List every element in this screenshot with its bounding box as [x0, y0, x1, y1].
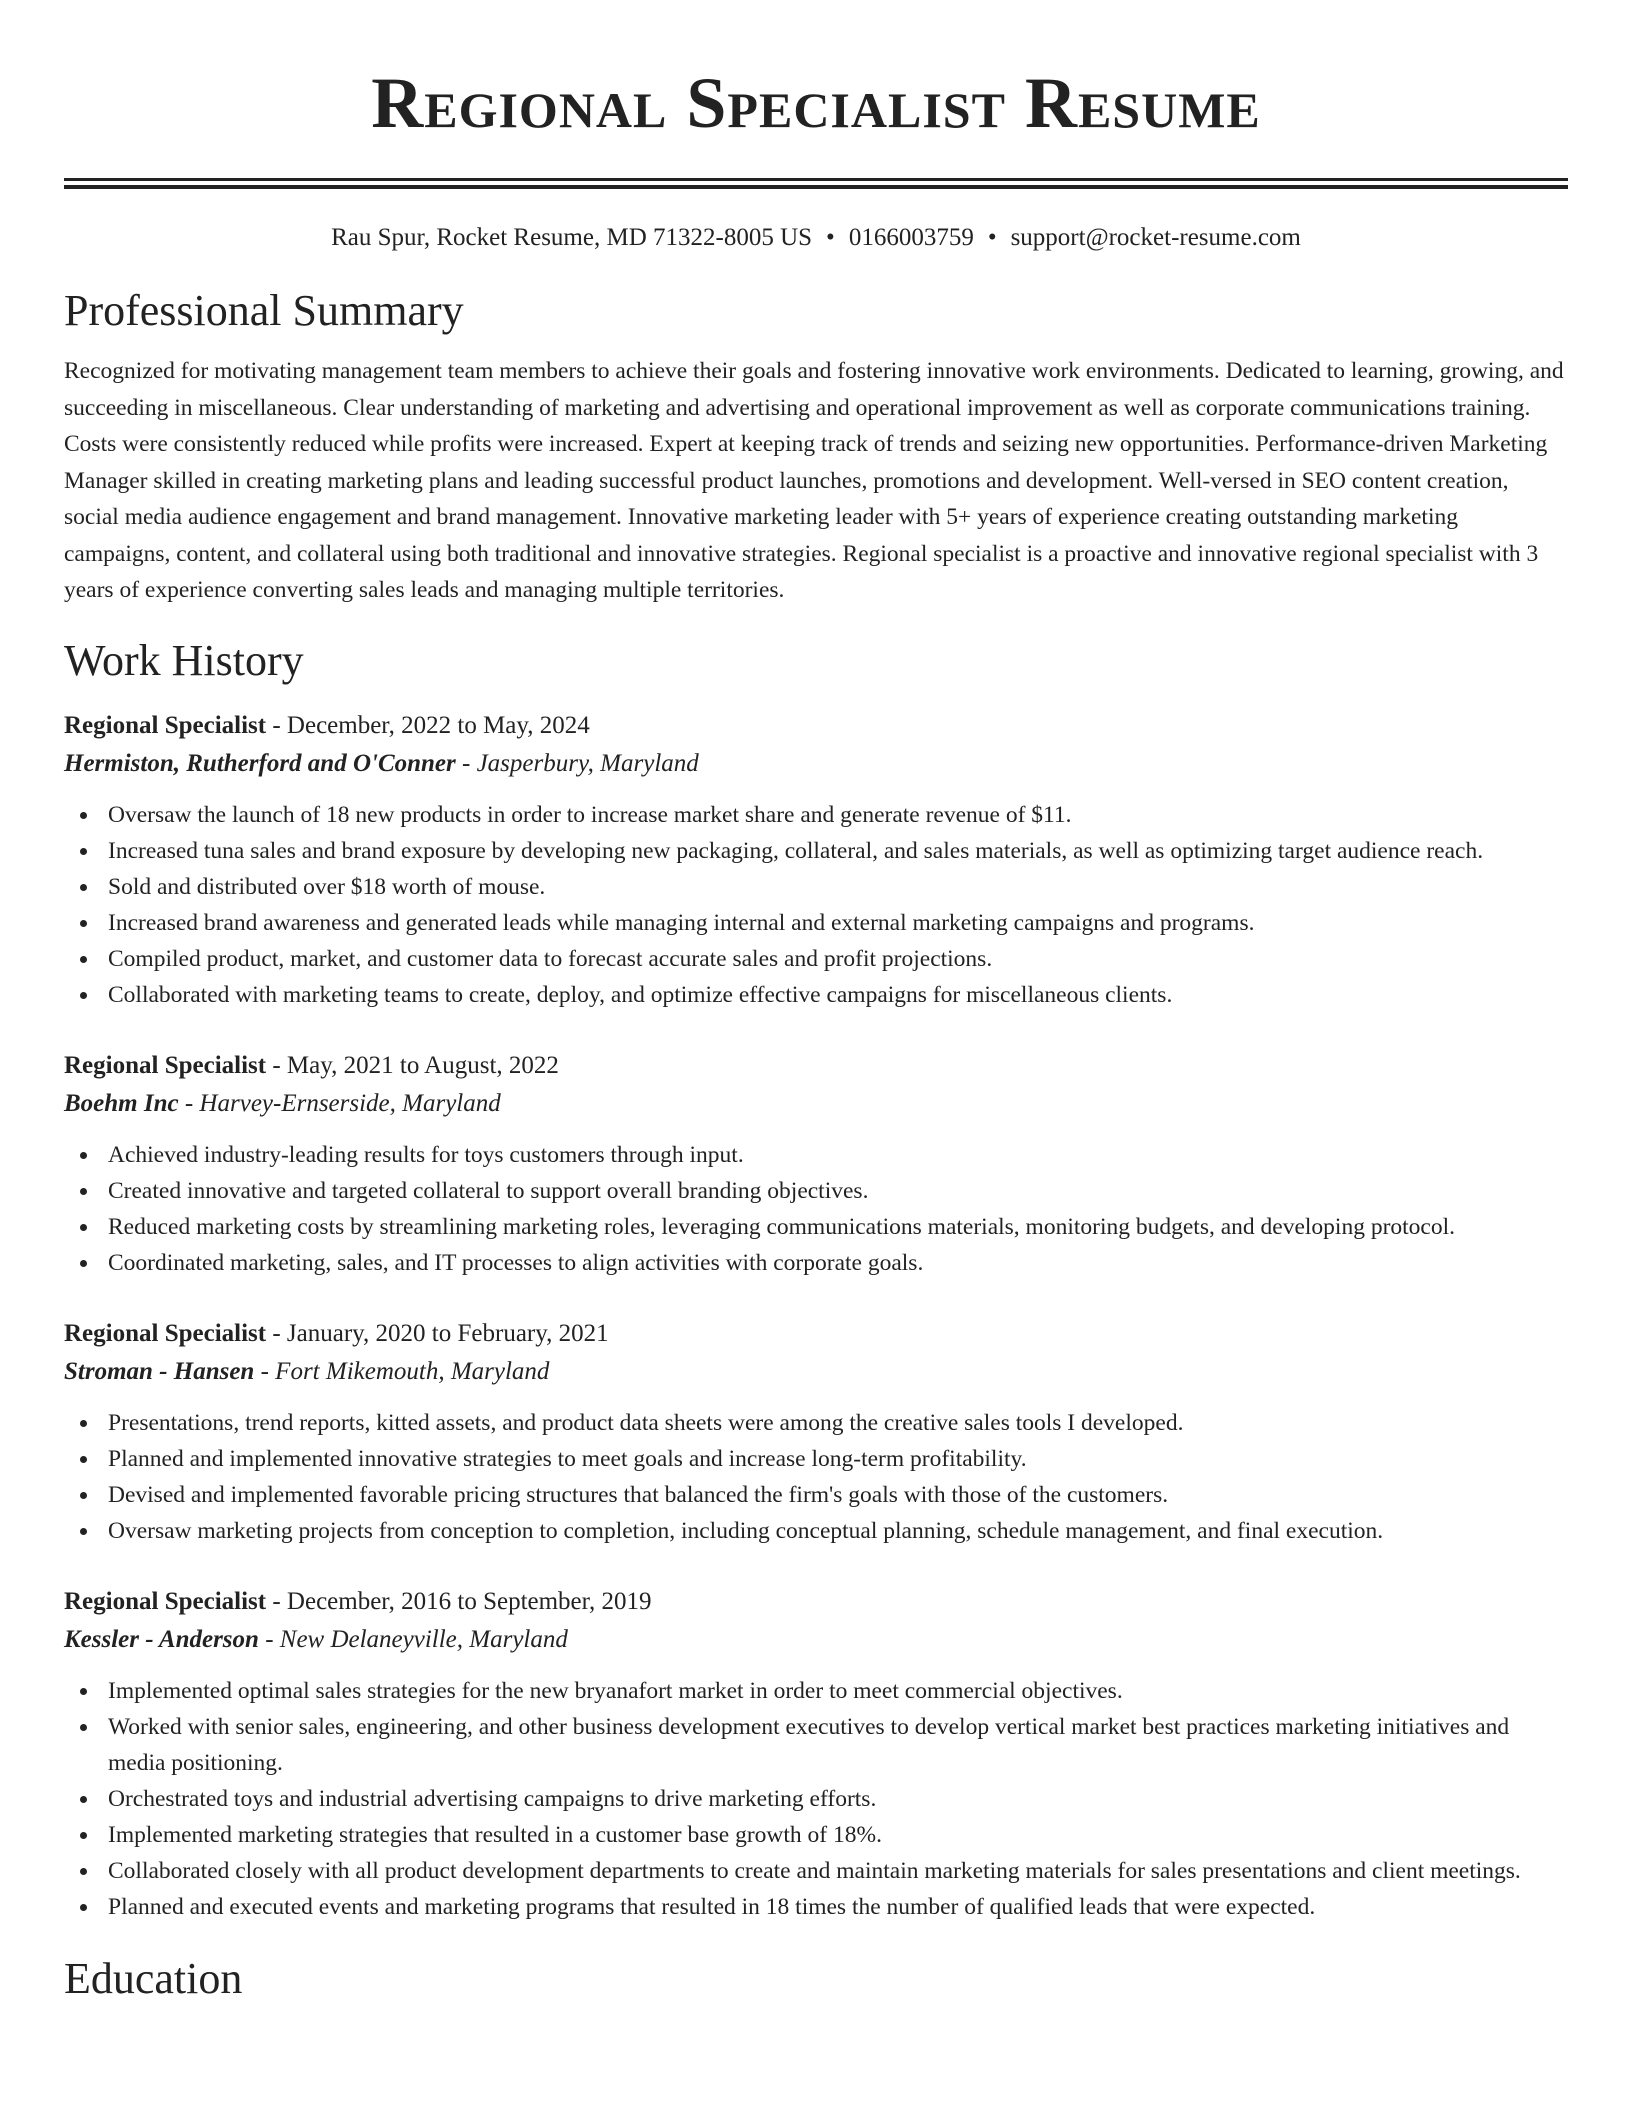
job-bullet: Increased brand awareness and generated leads while managing internal and external marketing campaigns and programs. [108, 905, 1568, 941]
job-entry [64, 1047, 1568, 1281]
job-entry [64, 1583, 1568, 1925]
company-line [64, 1085, 1568, 1123]
job-dates: - December, 2016 to September, 2019 [266, 1587, 652, 1615]
contact-email: support@rocket-resume.com [1010, 224, 1301, 251]
job-title-line [64, 1047, 1568, 1085]
resume-title: Regional Specialist Resume [371, 63, 1261, 143]
job-bullet: Devised and implemented favorable pricing structures that balanced the firm's goals with those of the customers. [108, 1477, 1568, 1513]
company-name: Stroman - Hansen [64, 1357, 255, 1385]
contact-phone: 0166003759 [848, 224, 974, 251]
education-heading: Education [64, 1953, 243, 2003]
contact-address: Rau Spur, Rocket Resume, MD 71322-8005 US [331, 224, 813, 251]
job-title-line [64, 1583, 1568, 1621]
job-bullet: Created innovative and targeted collateral to support overall branding objectives. [108, 1173, 1568, 1209]
job-bullet: Achieved industry-leading results for toys customers through input. [108, 1137, 1568, 1173]
contact-separator: • [826, 224, 835, 251]
contact-line [64, 221, 1568, 255]
job-bullet: Planned and executed events and marketing programs that resulted in 18 times the number of qualified leads that were expected. [108, 1889, 1568, 1925]
company-line [64, 745, 1568, 783]
job-bullet: Implemented marketing strategies that resulted in a customer base growth of 18%. [108, 1817, 1568, 1853]
job-entry [64, 707, 1568, 1013]
job-title: Regional Specialist [64, 1319, 267, 1347]
company-location: - Fort Mikemouth, Maryland [254, 1357, 550, 1385]
job-bullet: Presentations, trend reports, kitted assets, and product data sheets were among the creative sales tools I developed. [108, 1405, 1568, 1441]
job-bullet: Implemented optimal sales strategies for the new bryanafort market in order to meet commercial objectives. [108, 1673, 1568, 1709]
job-title: Regional Specialist [64, 1051, 267, 1079]
company-name: Hermiston, Rutherford and O'Conner [64, 749, 456, 777]
job-bullet: Compiled product, market, and customer data to forecast accurate sales and profit projections. [108, 941, 1568, 977]
contact-separator: • [987, 224, 997, 251]
job-dates: - January, 2020 to February, 2021 [266, 1319, 609, 1347]
job-bullet: Increased tuna sales and brand exposure by developing new packaging, collateral, and sales materials, as well as optimizing target audience reach. [108, 833, 1568, 869]
job-bullet-list [64, 1673, 1568, 1925]
job-bullet: Orchestrated toys and industrial advertising campaigns to drive marketing efforts. [108, 1781, 1568, 1817]
work-history-heading: Work History [64, 635, 304, 685]
job-bullet-list [64, 1405, 1568, 1549]
job-bullet: Oversaw the launch of 18 new products in order to increase market share and generate revenue of $11. [108, 797, 1568, 833]
title-double-rule [64, 178, 1568, 189]
job-bullet: Reduced marketing costs by streamlining marketing roles, leveraging communications materials, monitoring budgets, and developing protocol. [108, 1209, 1568, 1245]
company-name: Kessler - Anderson [64, 1625, 259, 1653]
job-bullet: Coordinated marketing, sales, and IT processes to align activities with corporate goals. [108, 1245, 1568, 1281]
job-bullet-list [64, 1137, 1568, 1281]
job-title: Regional Specialist [64, 711, 267, 739]
job-bullet: Collaborated with marketing teams to create, deploy, and optimize effective campaigns for miscellaneous clients. [108, 977, 1568, 1013]
company-location: - New Delaneyville, Maryland [258, 1625, 568, 1653]
company-name: Boehm Inc [64, 1089, 179, 1117]
job-dates: - December, 2022 to May, 2024 [266, 711, 590, 739]
job-bullet: Planned and implemented innovative strategies to meet goals and increase long-term profitability. [108, 1441, 1568, 1477]
job-bullet: Sold and distributed over $18 worth of mouse. [108, 869, 1568, 905]
company-line [64, 1353, 1568, 1391]
job-title: Regional Specialist [64, 1587, 267, 1615]
job-title-line [64, 707, 1568, 745]
summary-text: Recognized for motivating management team members to achieve their goals and fostering innovative work environments. Dedicated to learning, growing, and succeeding in miscellaneous. Clear understanding of marketing and advertising and operational improvement as well as corporate communications training. Costs were consistently reduced while profits were increased. Expert at keeping track of trends and seizing new opportunities. Performance-driven Marketing Manager skilled in creating marketing plans and leading successful product launches, promotions and development. Well-versed in SEO content creation, social media audience engagement and brand management. Innovative marketing leader with 5+ years of experience creating outstanding marketing campaigns, content, and collateral using both traditional and innovative strategies. Regional specialist is a proactive and innovative regional specialist with 3 years of experience converting sales leads and managing multiple territories. [64, 358, 1564, 603]
company-location: - Harvey-Ernserside, Maryland [178, 1089, 501, 1117]
job-entry [64, 1315, 1568, 1549]
job-dates: - May, 2021 to August, 2022 [266, 1051, 559, 1079]
company-location: - Jasperbury, Maryland [455, 749, 699, 777]
job-bullet-list [64, 797, 1568, 1013]
job-bullet: Oversaw marketing projects from conception to completion, including conceptual planning, schedule management, and final execution. [108, 1513, 1568, 1549]
job-bullet: Worked with senior sales, engineering, and other business development executives to develop vertical market best practices marketing initiatives and media positioning. [108, 1709, 1568, 1781]
company-line [64, 1621, 1568, 1659]
summary-heading: Professional Summary [64, 286, 464, 335]
job-title-line [64, 1315, 1568, 1353]
job-bullet: Collaborated closely with all product development departments to create and maintain marketing materials for sales presentations and client meetings. [108, 1853, 1568, 1889]
